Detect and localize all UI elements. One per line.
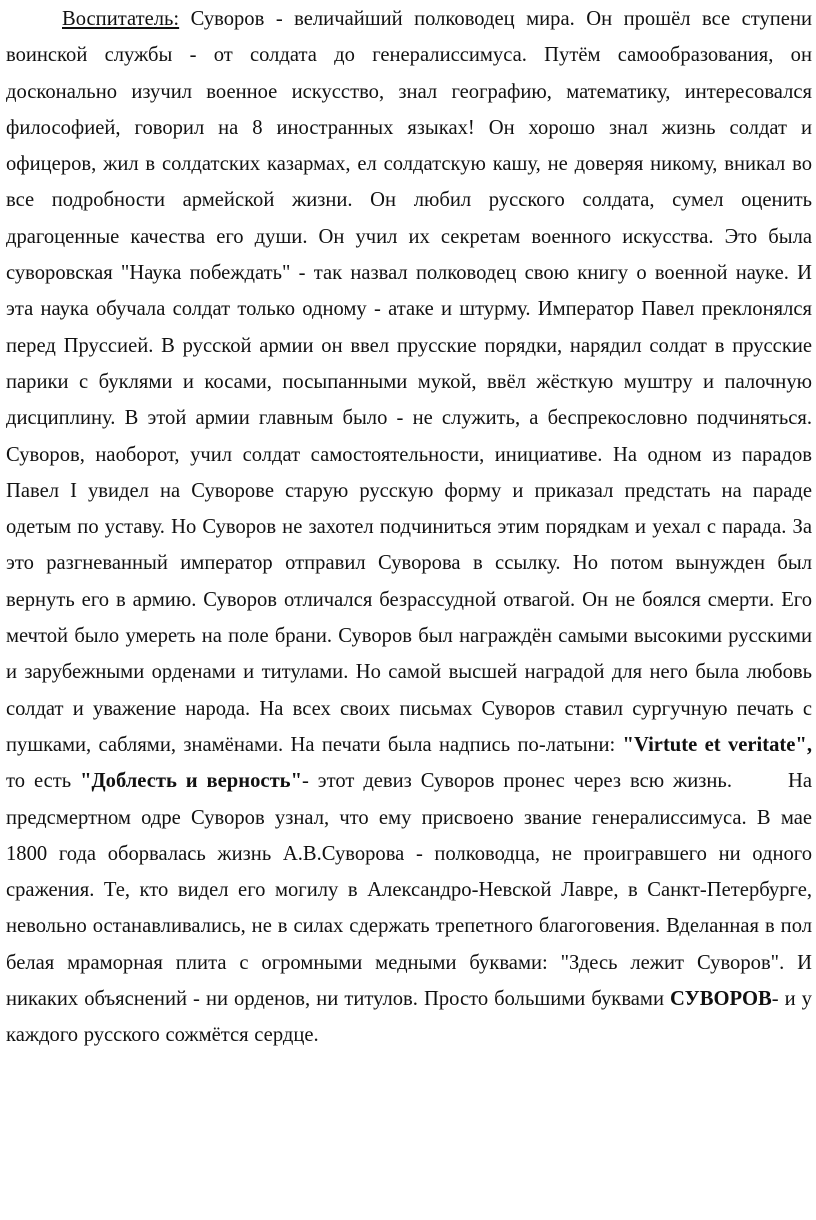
speaker-label: Воспитатель:: [62, 8, 180, 30]
text-segment-1: Суворов - величайший полководец мира. Он прошёл все ступени воинской службы - от солдата до генералиссимуса. Путём самообразования, он досконально изучил военное искусство, знал географию, математику, интересовался философией, говорил на 8 иностранных языках! Он хорошо знал жизнь солдат и офицеров, жил в солдатских казармах, ел солдатскую кашу, не доверяя никому, вникал во все подробности армейской жизни. Он любил русского солдата, сумел оценить драгоценные качества его души. Он учил их секретам военного искусства. Это была суворовская "Наука побеждать" - так назвал полководец свою книгу о военной науке. И эта наука обучала солдат только одному - атаке и штурму. Император Павел преклонялся перед Пруссией. В русской армии он ввел прусские порядки, нарядил солдат в прусские парики с буклями и косами, посыпанными мукой, ввёл жёсткую муштру и палочную дисциплину. В этой армии главным было - не служить, а беспрекословно подчиняться. Суворов, наоборот, учил солдат самостоятельности, инициативе. На одном из парадов Павел I увидел на Суворове старую русскую форму и приказал предстать на параде одетым по уставу. Но Суворов не захотел подчиниться этим порядкам и уехал с парада. За это разгневанный император отправил Суворова в ссылку. Но потом вынужден был вернуть его в армию. Суворов отличался безрассудной отвагой. Он не боялся смерти. Его мечтой было умереть на поле брани. Суворов был награждён самыми высокими русскими и зарубежными орденами и титулами. Но самой высшей наградой для него была любовь солдат и уважение народа. На всех своих письмах Суворов ставил сургучную печать с пушками, саблями, знамёнами. На печати была надпись по-латыни:: [6, 8, 812, 756]
name-caps: СУВОРОВ: [670, 988, 772, 1011]
motto-latin: "Virtute et veritate",: [622, 733, 812, 756]
text-segment-3: - этот девиз Суворов пронес через всю жизнь.: [302, 770, 732, 793]
motto-russian: "Доблесть и верность": [80, 770, 303, 793]
text-segment-2: то есть: [6, 770, 81, 793]
text-segment-4: На предсмертном одре Суворов узнал, что ему присвоено звание генералиссимуса. В мае 1800 года оборвалась жизнь А.В.Суворова - полководца, не проигравшего ни одного сражения. Те, кто видел его могилу в Александро-Невской Лавре, в Санкт-Петербурге, невольно останавливались, не в силах сдержать трепетного благоговения. Вделанная в пол белая мраморная плита с огромными медными буквами: "Здесь лежит Суворов". И никаких объяснений - ни орденов, ни титулов. Просто большими буквами: [6, 770, 812, 1011]
text-segment-5: - и у каждого русского сожмётся сердце.: [6, 988, 812, 1047]
document-paragraph: [6, 1, 812, 1054]
